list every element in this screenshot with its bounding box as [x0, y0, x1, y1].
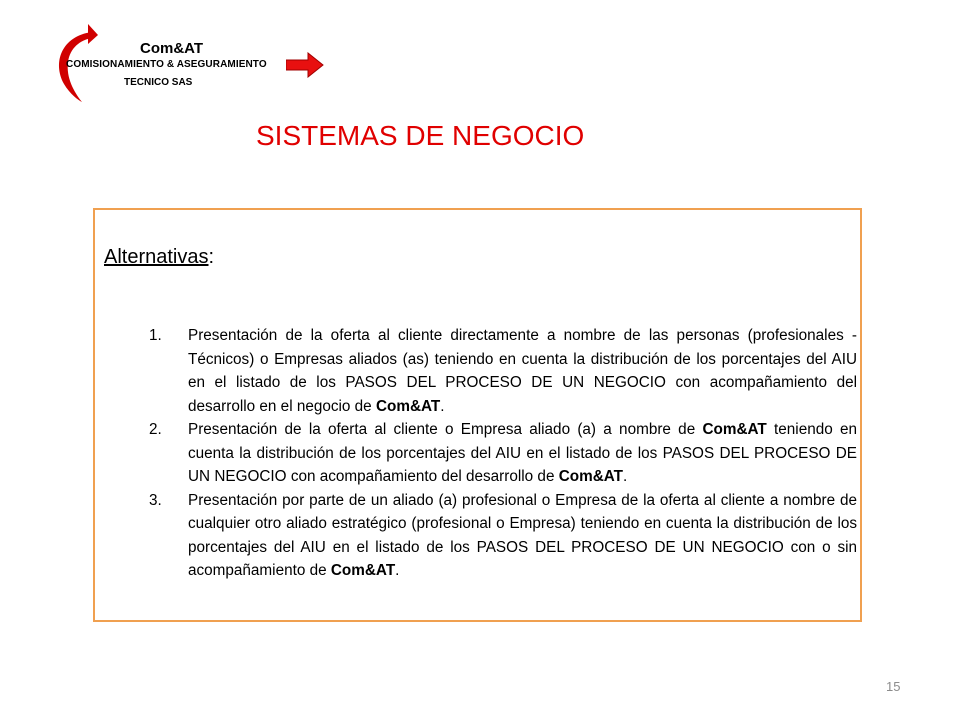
alternatives-heading: Alternativas: [104, 246, 215, 268]
right-arrow-icon [286, 52, 324, 78]
content-box [93, 208, 862, 622]
list-item: 3. Presentación por parte de un aliado (a) profesional o Empresa de la oferta al cliente a nombre de cualquier otro aliado estratégico (profesional o Empresa) teniendo en cuenta la distribución de los porcentajes del AIU en el listado de los PASOS DEL PROCESO DE UN NEGOCIO con o sin acompañamiento de Com&AT. [149, 489, 857, 583]
list-item-brand: Com&AT [330, 562, 396, 579]
logo-line-1: COMISIONAMIENTO & ASEGURAMIENTO [66, 59, 267, 70]
alternatives-list [149, 324, 857, 583]
list-item-text: Presentación por parte de un aliado (a) profesional o Empresa de la oferta al cliente a nombre de cualquier otro aliado estratégico (profesional o Empresa) teniendo en cuenta la distribución de los porcentajes del AIU en el listado de los PASOS DEL PROCESO DE UN NEGOCIO con o sin acompañamiento de [188, 491, 857, 579]
list-item-text: Presentación de la oferta al cliente directamente a nombre de las personas (profesionales - Técnicos) o Empresas aliados (as) teniendo en cuenta la distribución de los porcentajes del AIU en el listado de los PASOS DEL PROCESO DE UN NEGOCIO con acompañamiento del desarrollo en el negocio de [188, 327, 857, 415]
page-number: 15 [886, 679, 901, 694]
list-item-number: 3. [149, 491, 162, 509]
list-item: 2. Presentación de la oferta al cliente o Empresa aliado (a) a nombre de Com&AT teniendo en cuenta la distribución de los porcentajes del AIU en el listado de los PASOS DEL PROCESO DE UN NEGOCIO con acompañamiento del desarrollo de Com&AT. [149, 418, 857, 489]
list-item-brand: Com&AT [375, 397, 441, 415]
logo-brand: Com&AT [140, 40, 204, 57]
company-logo [52, 22, 332, 106]
list-item-number: 1. [149, 327, 162, 344]
list-item-brand: Com&AT [702, 421, 767, 438]
list-item-text: teniendo en cuenta la distribución de los porcentajes del AIU en el listado de los PASOS DEL PROCESO DE UN NEGOCIO con acompañamiento del desarrollo de [188, 421, 857, 485]
list-item-text: Presentación de la oferta al cliente o Empresa aliado (a) a nombre de [188, 421, 703, 438]
list-item-number: 2. [149, 421, 162, 438]
list-item: 1. Presentación de la oferta al cliente directamente a nombre de las personas (profesionales - Técnicos) o Empresas aliados (as) teniendo en cuenta la distribución de los porcentajes del AIU en el listado de los PASOS DEL PROCESO DE UN NEGOCIO con acompañamiento del desarrollo en el negocio de Com&AT. [149, 324, 857, 418]
list-item-brand: Com&AT [558, 468, 623, 485]
logo-line-2: TECNICO SAS [124, 77, 193, 88]
